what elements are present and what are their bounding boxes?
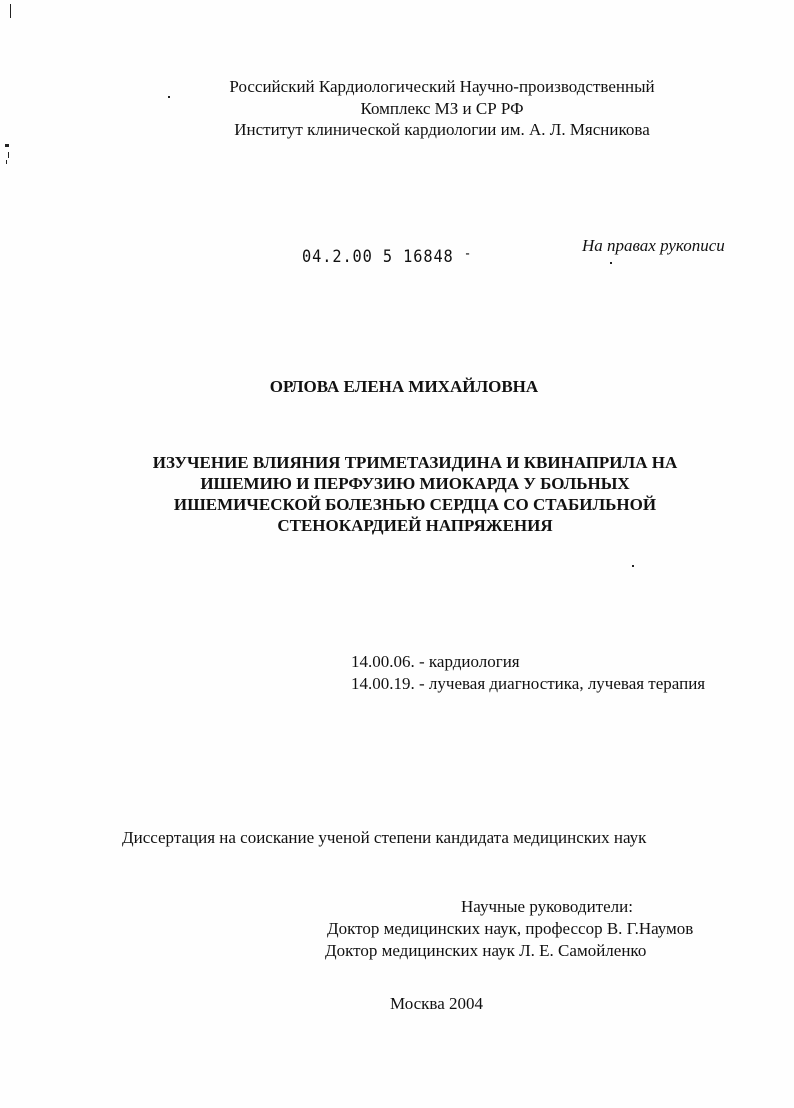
specialty-code-1: 14.00.06. - кардиология (351, 652, 520, 671)
title-line: ИШЕМИЮ И ПЕРФУЗИЮ МИОКАРДА У БОЛЬНЫХ (200, 474, 630, 493)
title-line: ИЗУЧЕНИЕ ВЛИЯНИЯ ТРИМЕТАЗИДИНА И КВИНАПРИЛА НА (152, 453, 678, 472)
specialty-code-2: 14.00.19. - лучевая диагностика, лучевая терапия (351, 674, 706, 693)
supervisor-2: Доктор медицинских наук Л. Е. Самойленко (325, 941, 647, 960)
institution-line-3: Институт клинической кардиологии им. А. Л. Мясникова (234, 120, 650, 139)
registration-number (302, 246, 472, 267)
registration-number-text: 04.2.00 5 16848 (302, 247, 454, 267)
degree-statement: Диссертация на соискание ученой степени кандидата медицинских наук (122, 828, 647, 847)
title-line: СТЕНОКАРДИЕЙ НАПРЯЖЕНИЯ (277, 516, 553, 535)
institution-line-2: Комплекс МЗ и СР РФ (360, 99, 524, 118)
author-name: ОРЛОВА ЕЛЕНА МИХАЙЛОВНА (269, 377, 539, 396)
scan-artifact (10, 4, 11, 18)
dissertation-title (100, 452, 730, 536)
title-line: ИШЕМИЧЕСКОЙ БОЛЕЗНЬЮ СЕРДЦА СО СТАБИЛЬНОЙ (173, 495, 657, 514)
scan-artifact (8, 152, 9, 158)
supervisors-heading: Научные руководители: (461, 897, 633, 916)
scan-artifact (610, 262, 612, 264)
place-year: Москва 2004 (390, 994, 484, 1013)
scan-artifact (632, 565, 634, 567)
scan-artifact (6, 160, 7, 164)
registration-mark: - (463, 246, 473, 262)
supervisor-1: Доктор медицинских наук, профессор В. Г.Наумов (327, 919, 694, 938)
manuscript-rights-note: На правах рукописи (582, 236, 725, 255)
scan-artifact (5, 144, 9, 147)
institution-line-1: Российский Кардиологический Научно-производственный (229, 77, 655, 96)
